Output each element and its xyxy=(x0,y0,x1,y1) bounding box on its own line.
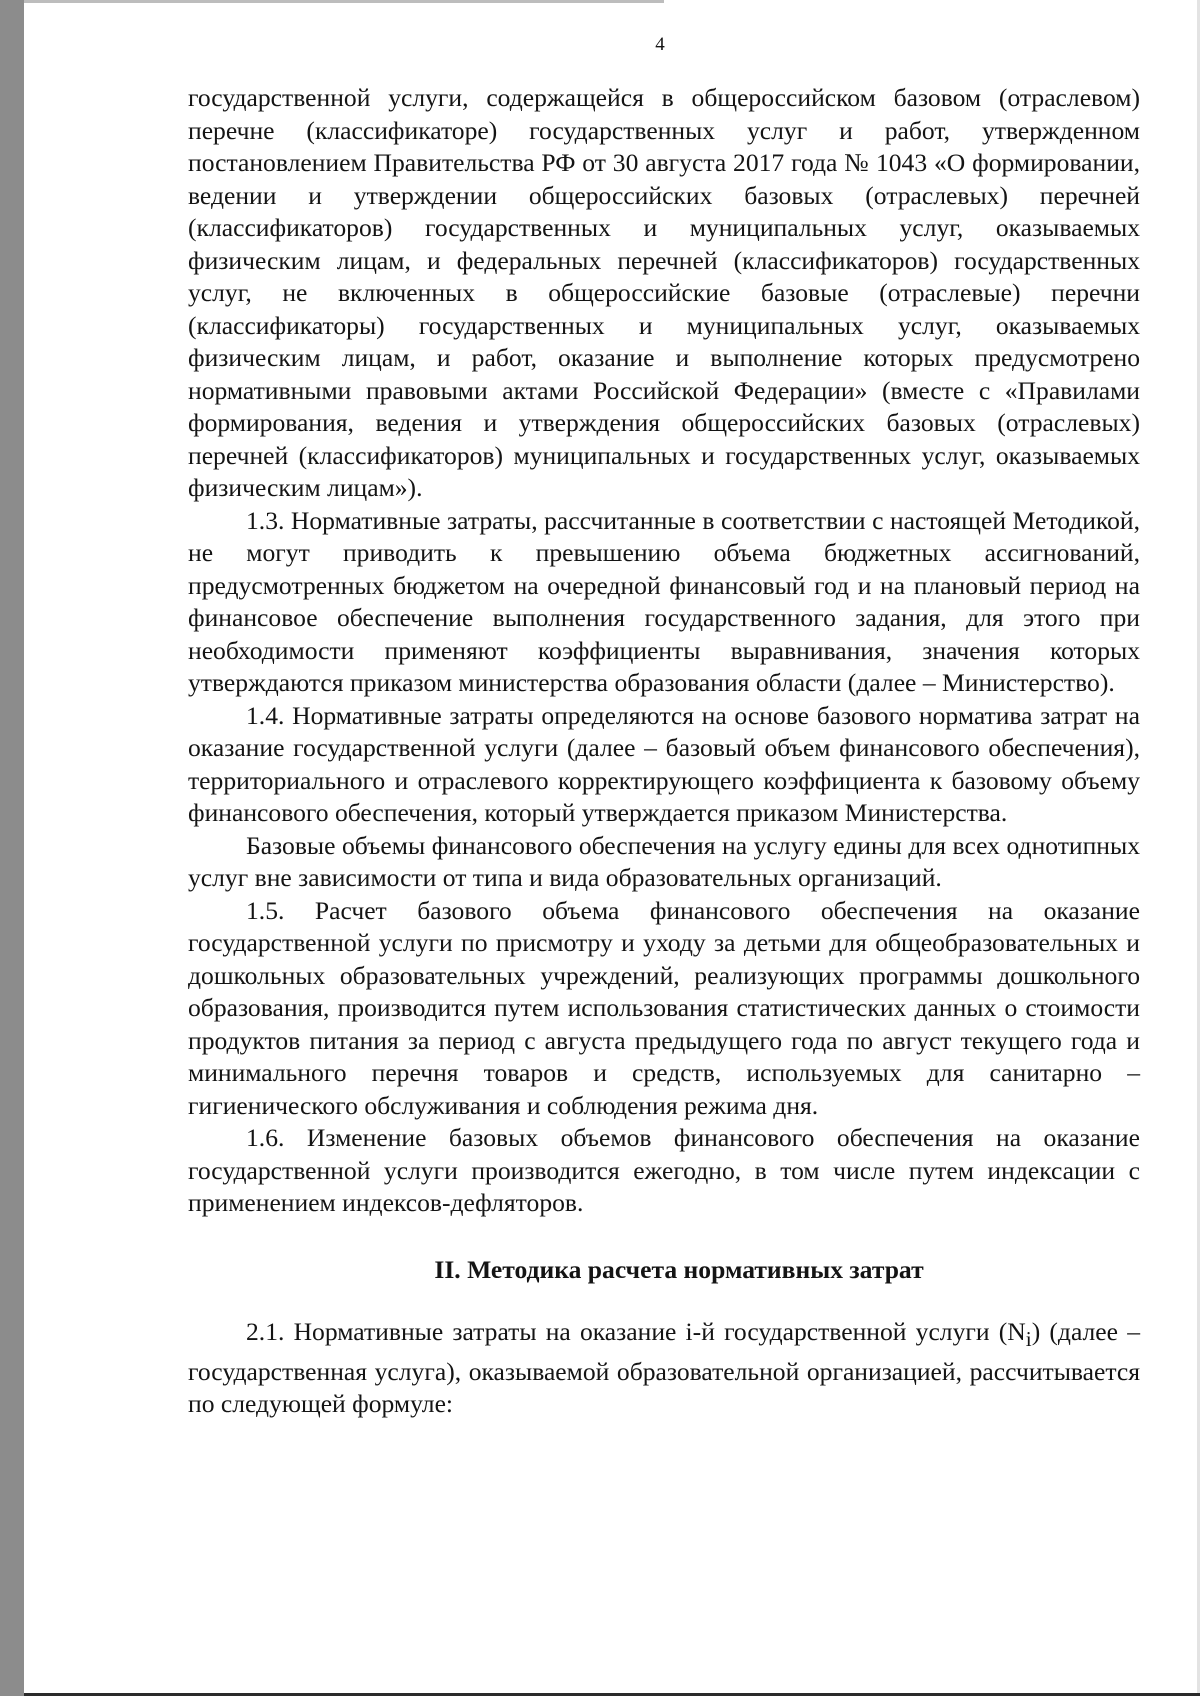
page-number: 4 xyxy=(655,34,665,55)
scan-top-edge xyxy=(24,0,664,3)
paragraph-1-3: 1.3. Нормативные затраты, рассчитанные в соответствии с настоящей Методикой, не могут приводить к превышению объема бюджетных ассигнований, предусмотренных бюджетом на очередной финансовый год и на плановый период на финансовое обеспечение выполнения государственного задания, для этого при необходимости применяют коэффициенты выравнивания, значения которых утверждаются приказом министерства образования области (далее – Министерство). xyxy=(188,505,1140,697)
paragraph-2-1-text-end: ) (далее – государственная услуга), оказываемой образовательной организацией, рассчитывается по следующей формуле: xyxy=(188,1317,1140,1419)
paragraph-2-1-text: 2.1. Нормативные затраты на оказание i-й государственной услуги (N xyxy=(246,1317,1026,1346)
paragraph-continuation: государственной услуги, содержащейся в общероссийском базовом (отраслевом) перечне (классификаторе) государственных услуг и работ, утвержденном постановлением Правительства РФ от 30 августа 2017 года № 1043 «О формировании, ведении и утверждении общероссийских базовых (отраслевых) перечней (классификаторов) государственных и муниципальных услуг, оказываемых физическим лицам, и федеральных перечней (классификаторов) государственных услуг, не включенных в общероссийские базовые (отраслевые) перечни (классификаторы) государственных и муниципальных услуг, оказываемых физическим лицам, и работ, оказание и выполнение которых предусмотрено нормативными правовыми актами Российской Федерации» (вместе с «Правилами формирования, ведения и утверждения общероссийских базовых (отраслевых) перечней (классификаторов) муниципальных и государственных услуг, оказываемых физическим лицам»). xyxy=(188,83,1140,502)
paragraph-1-6: 1.6. Изменение базовых объемов финансового обеспечения на оказание государственной услуги производится ежегодно, в том числе путем индексации с применением индексов-дефляторов. xyxy=(188,1123,1140,1217)
paragraph-base-volumes: Базовые объемы финансового обеспечения на услугу едины для всех однотипных услуг вне зависимости от типа и вида образовательных организаций. xyxy=(188,830,1140,892)
subscript-i: i xyxy=(1025,1327,1032,1352)
section-title: II. Методика расчета нормативных затрат xyxy=(434,1254,924,1284)
paragraph-1-5: 1.5. Расчет базового объема финансового обеспечения на оказание государственной услуги по присмотру и уходу за детьми для общеобразовательных и дошкольных образовательных учреждений, реализующих программы дошкольного образования, производится путем использования статистических данных о стоимости продуктов питания за период с августа предыдущего года по август текущего года и минимального перечня товаров и средств, используемых для санитарно – гигиенического обслуживания и соблюдения режима дня. xyxy=(188,895,1140,1120)
scan-left-border xyxy=(0,0,24,1696)
paragraph-2-1 xyxy=(188,1316,1140,1421)
document-body xyxy=(188,82,1140,1421)
paragraph-1-4: 1.4. Нормативные затраты определяются на основе базового норматива затрат на оказание государственной услуги (далее – базовый объем финансового обеспечения), территориального и отраслевого корректирующего коэффициента к базовому объему финансового обеспечения, который утверждается приказом Министерства. xyxy=(188,700,1140,827)
